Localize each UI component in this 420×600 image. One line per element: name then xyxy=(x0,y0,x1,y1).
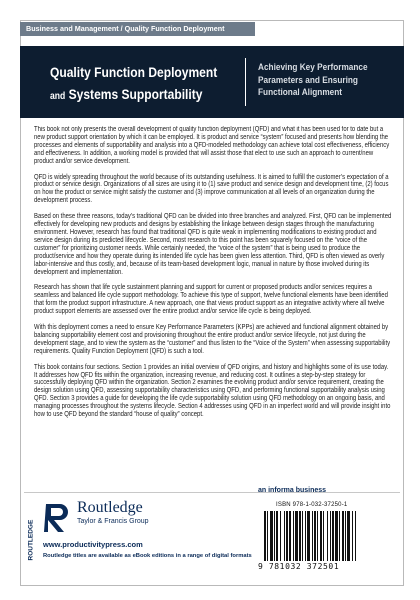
barcode-digits: 9 781032 372501 xyxy=(258,562,340,571)
barcode-bar xyxy=(302,511,303,561)
barcode-bar xyxy=(332,511,334,561)
barcode-bar xyxy=(339,511,340,561)
barcode-bar xyxy=(264,511,266,561)
publisher-website: www.productivitypress.com xyxy=(43,540,143,549)
barcode-bar xyxy=(270,511,273,561)
spine-label-text: ROUTLEDGE xyxy=(27,519,35,561)
barcode-bar xyxy=(355,511,356,561)
barcode-bar xyxy=(330,511,331,561)
publisher-group: Taylor & Francis Group xyxy=(77,518,149,525)
barcode-bar xyxy=(312,511,313,561)
blurb-paragraph: Based on these three reasons, today’s traditional QFD can be divided into three branches and analyzed. First, QFD can be implemented effectively for developing new products and designs by establishing the linkage between design stages through the manufacturing environment. However, research has found that traditional QFD is quite weak in implementing modifications to existing product and service design during its predicted lifecycle. Second, most research to this point has been squarely focused on the “voice of the customer” for prioritizing customer needs. While certainly needed, the “voice of the system” that is being used to produce the product/service and how they operate during its intended life cycle has been given less attention. Third, QFD is often viewed as overly labor-intensive and thus costly, and, because of its team-based development logic, manual in nature by those involved during its development and implementation. xyxy=(34,213,392,276)
barcode-bar xyxy=(317,511,318,561)
book-subtitle: Achieving Key Performance Parameters and Ensuring Functional Alignment xyxy=(258,62,368,98)
barcode-bar xyxy=(293,511,294,561)
barcode-bar xyxy=(286,511,288,561)
isbn-label: ISBN 978-1-032-37250-1 xyxy=(276,502,348,508)
barcode-bar xyxy=(347,511,350,561)
title-and: and xyxy=(50,91,66,102)
blurb-paragraph: With this deployment comes a need to ensure Key Performance Parameters (KPPs) are achieved and functional alignment obtained by balancing supportability element cost and provisioning throughout the entire product and/or service lifecycle, not just during the development stage, and to view the system as the “customer” and thus listen to the “Voice of the System” when assessing supportability requirements. Quality Function Deployment (QFD) is such a tool. xyxy=(34,324,391,355)
barcode-bar xyxy=(274,511,275,561)
barcode-bar xyxy=(280,511,281,561)
ebook-note: Routledge titles are available as eBook editions in a range of digital formats xyxy=(43,553,252,559)
barcode-bar xyxy=(335,511,338,561)
barcode-bar xyxy=(327,511,328,561)
barcode-bar xyxy=(284,511,285,561)
barcode-bar xyxy=(323,511,324,561)
barcode-bar xyxy=(320,511,322,561)
blurb-paragraph: This book contains four sections. Section 1 provides an initial overview of QFD origins, and history and highlights some of its use today. It addresses how QFD fits within the organization, increasing revenue, and reducing cost. It outlines a step-by-step strategy for successfully deploying QFD within the organization. Section 2 examines the evolving product and/or service requirement, creating the design solution using QFD, assessing supportability characteristics using QFD, and performing functional supportability analysis using QFD. Section 3 provides a guide for developing the life cycle supportability solution using QFD methodology on an ongoing basis, and managing processes throughout the systems lifecycle. Section 4 addresses using QFD in an imperfect world and will provide insight into how to use QFD beyond the standard “house of quality” concept. xyxy=(34,363,391,419)
blurb-paragraph: Research has shown that life cycle sustainment planning and support for current or proposed products and/or services requires a seamless and balanced life cycle support methodology. To achieve this type of support, twelve functional elements have been identified that form the product support infrastructure. A new approach, one that views product support as an integrative activity where all twelve product support elements are assessed over the entire product and/or service life cycle is being deployed. xyxy=(34,284,388,316)
barcode-bar xyxy=(267,511,268,561)
blurb-paragraph: QFD is widely spreading throughout the world because of its outstanding usefulness. It is aimed to fulfill the customer’s expectation of a product or service design. Organizations of all sizes are using it to (1) save product and service design and development time, (2) focus on how the product or service might satisfy the customer and (3) improve communication at all levels of an organization during the development process. xyxy=(34,173,389,205)
barcode-bar xyxy=(295,511,298,561)
barcode-bar xyxy=(342,511,344,561)
routledge-logo-icon xyxy=(43,500,73,534)
barcode-bar xyxy=(276,511,278,561)
blurb-paragraph: This book not only presents the overall development of quality function deployment (QFD) and what it has been used for to date but a new product support orientation by which it can be employed. It is product and service “system” focused and presents how blending the processes and elements of supportability and analysis into a QFD-modeled methodology can achieve total cost effectiveness, efficiency and effectiveness. In addition, a working model is provided that will assist those that elect to use such an approach to current/new product and/or service development. xyxy=(34,126,390,165)
barcode-bar xyxy=(305,511,306,561)
blurb xyxy=(34,126,392,427)
informa-tagline: an informa business xyxy=(258,487,327,494)
publisher-name: Routledge xyxy=(77,499,143,516)
barcode-bar xyxy=(299,511,301,561)
spine-label xyxy=(25,505,37,565)
footer-divider xyxy=(24,492,400,493)
book-title-line-1: Quality Function Deployment xyxy=(50,64,218,80)
barcode-bar xyxy=(314,511,316,561)
barcode-bar xyxy=(352,511,353,561)
header-divider xyxy=(245,58,246,106)
barcode-bar xyxy=(345,511,346,561)
barcode-bar xyxy=(289,511,291,561)
barcode-bar xyxy=(307,511,310,561)
category-label: Business and Management / Quality Function Deployment xyxy=(26,24,225,33)
book-title-line-2 xyxy=(50,86,202,105)
title-systems-supportability: Systems Supportability xyxy=(65,86,203,102)
isbn-barcode xyxy=(264,511,388,561)
